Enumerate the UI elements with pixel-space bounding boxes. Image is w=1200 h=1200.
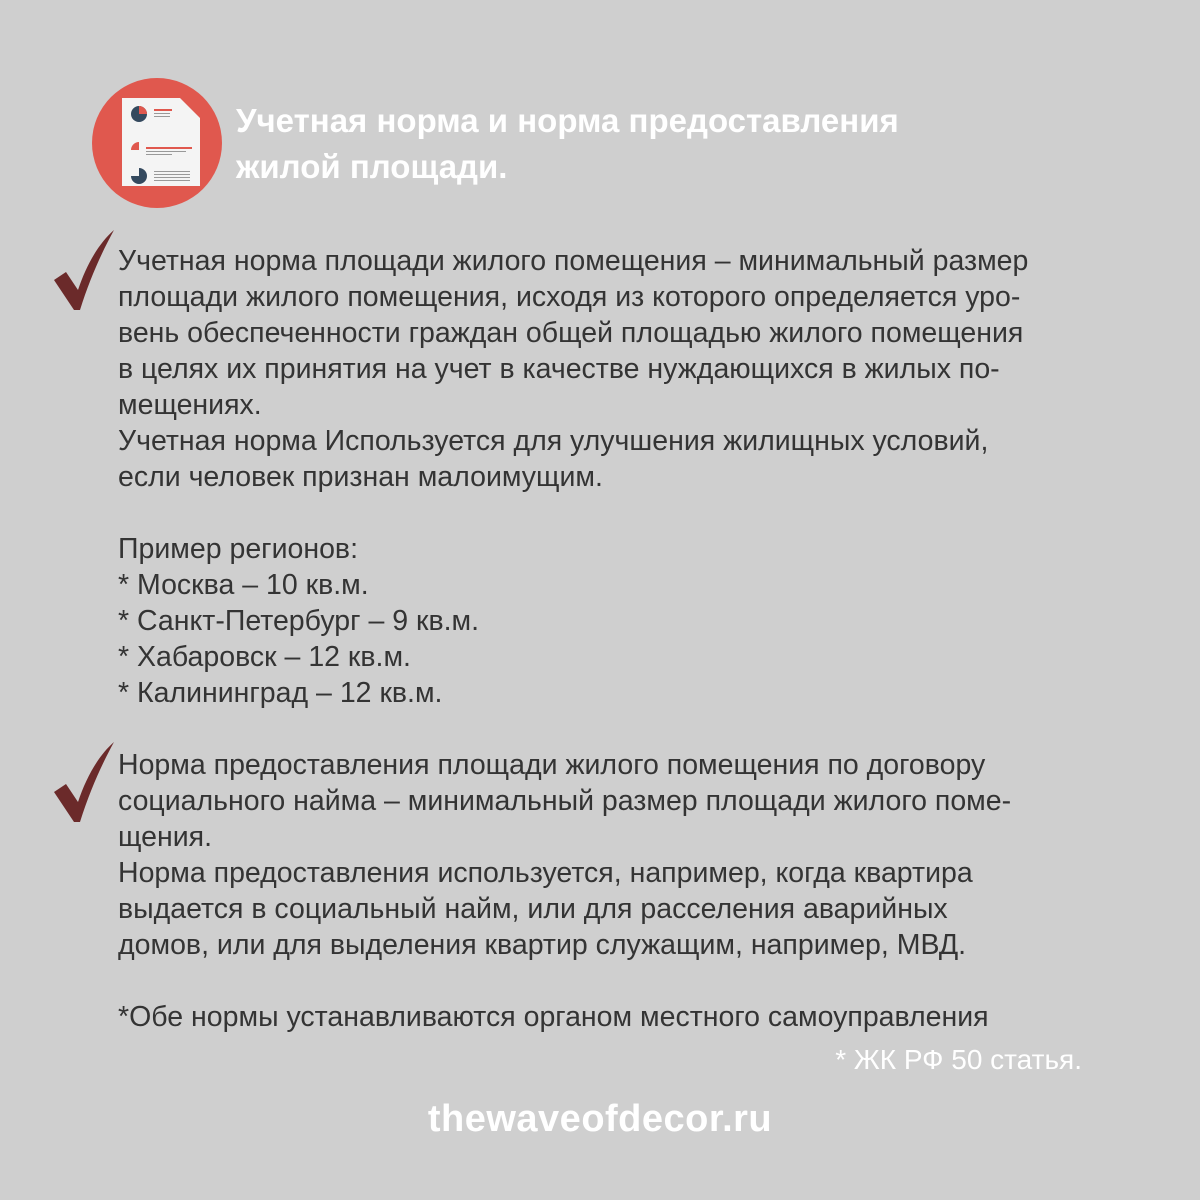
title-line: Учетная норма и норма предоставления <box>236 102 899 139</box>
document-icon <box>92 78 222 208</box>
example-item: * Хабаровск – 12 кв.м. <box>118 641 411 673</box>
page-title <box>236 98 899 190</box>
examples-heading: Пример регионов: <box>118 533 358 565</box>
law-reference: * ЖК РФ 50 статья. <box>835 1044 1082 1075</box>
checkmark-icon <box>52 228 116 312</box>
text-line: мещениях. <box>118 389 262 421</box>
title-line: жилой площади. <box>236 148 508 185</box>
section-accounting-norm <box>118 243 1028 711</box>
text-line: социального найма – минимальный размер площади жилого поме- <box>118 785 1012 817</box>
text-line: в целях их принятия на учет в качестве нуждающихся в жилых по- <box>118 353 1000 385</box>
text-line: Учетная норма площади жилого помещения – минимальный размер <box>118 245 1029 277</box>
text-line: площади жилого помещения, исходя из которого определяется уро- <box>118 281 1021 313</box>
section-provision-norm <box>118 747 1011 1035</box>
text-line: щения. <box>118 821 212 853</box>
example-item: * Санкт-Петербург – 9 кв.м. <box>118 605 480 637</box>
footnote: *Обе нормы устанавливаются органом местного самоуправления <box>118 1001 989 1033</box>
text-line: выдается в социальный найм, или для расселения аварийных <box>118 893 948 925</box>
text-line: Учетная норма Используется для улучшения жилищных условий, <box>118 425 989 457</box>
example-item: * Калининград – 12 кв.м. <box>118 677 443 709</box>
text-line: Норма предоставления используется, например, когда квартира <box>118 857 973 889</box>
example-item: * Москва – 10 кв.м. <box>118 569 369 601</box>
text-line: Норма предоставления площади жилого помещения по договору <box>118 749 986 781</box>
text-line: вень обеспеченности граждан общей площадью жилого помещения <box>118 317 1024 349</box>
checkmark-icon <box>52 740 116 824</box>
website-link[interactable]: thewaveofdecor.ru <box>427 1098 773 1140</box>
text-line: домов, или для выделения квартир служащим, например, МВД. <box>118 929 967 961</box>
text-line: если человек признан малоимущим. <box>118 461 603 493</box>
